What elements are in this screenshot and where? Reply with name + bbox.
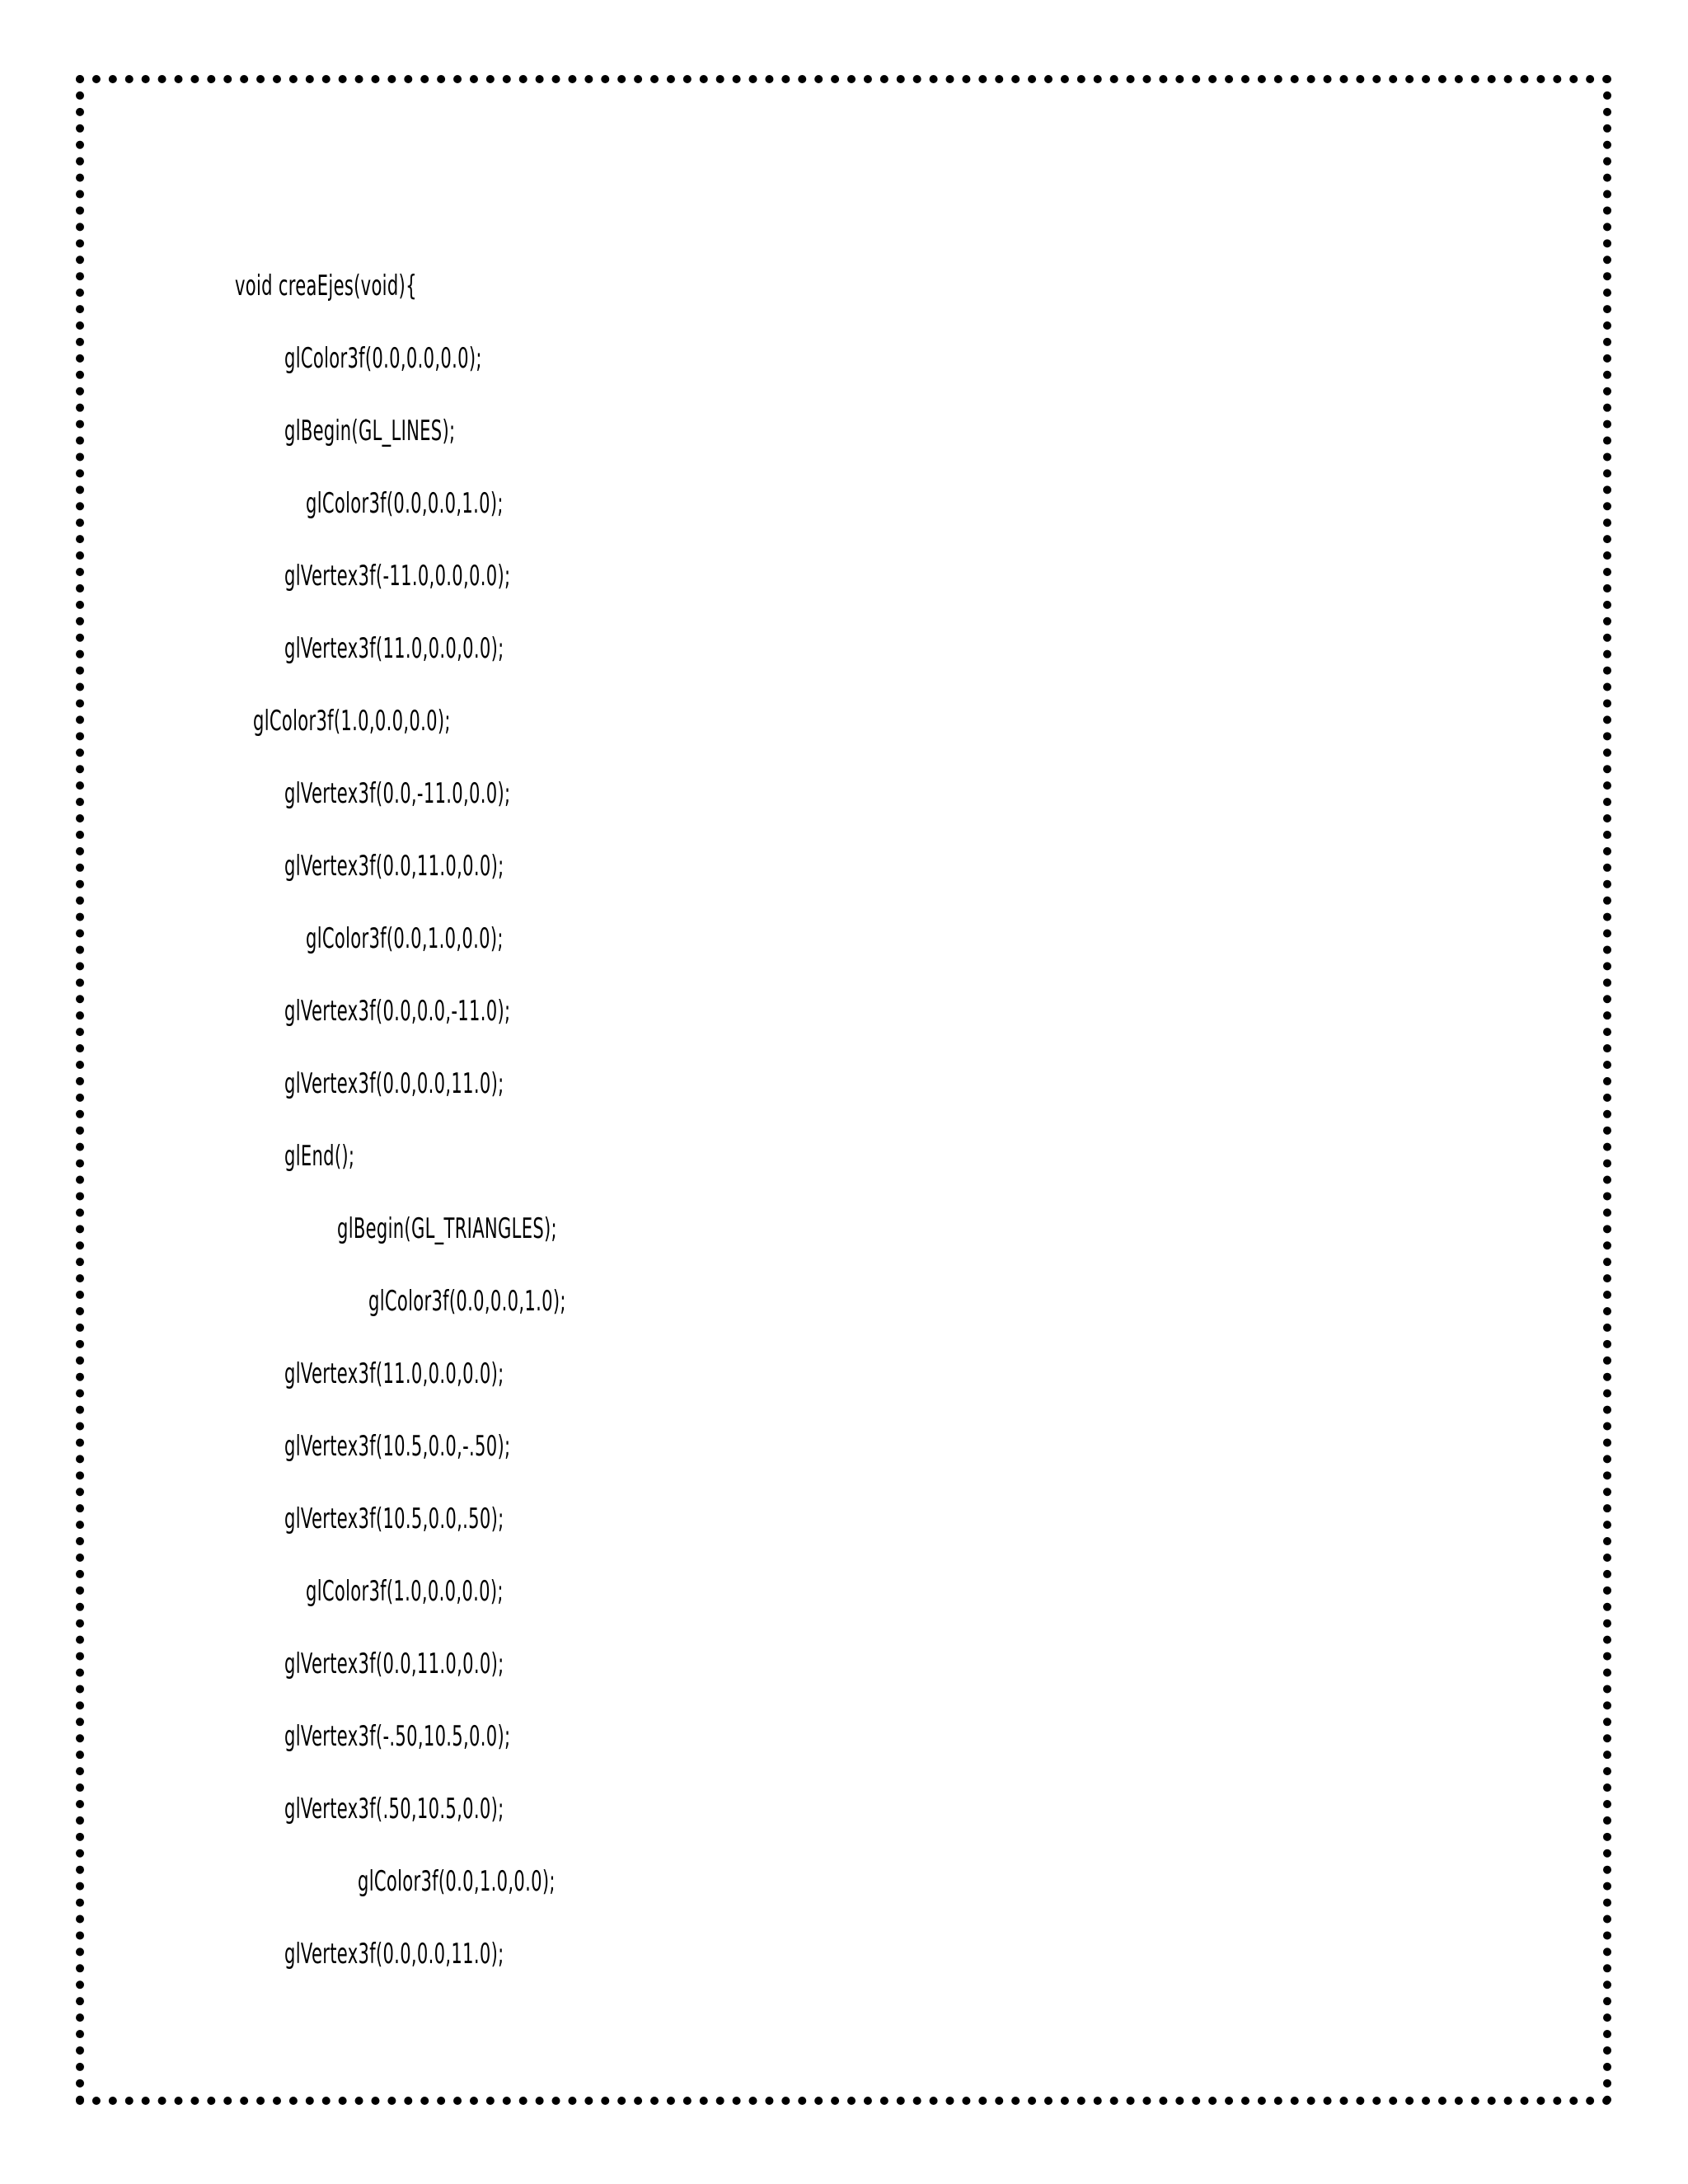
code-line: glVertex3f(0.0,-11.0,0.0); xyxy=(284,777,511,810)
code-line: glVertex3f(10.5,0.0,.50); xyxy=(284,1502,504,1535)
code-line: glBegin(GL_LINES); xyxy=(284,415,456,448)
code-line: glColor3f(0.0,1.0,0.0); xyxy=(358,1865,556,1898)
code-line: glVertex3f(-.50,10.5,0.0); xyxy=(284,1720,511,1753)
code-line: glColor3f(1.0,0.0,0.0); xyxy=(306,1575,504,1608)
code-line: glColor3f(0.0,0.0,1.0); xyxy=(306,487,504,520)
code-line: glBegin(GL_TRIANGLES); xyxy=(337,1212,557,1245)
code-line: glVertex3f(10.5,0.0,-.50); xyxy=(284,1430,511,1463)
code-line: glVertex3f(0.0,11.0,0.0); xyxy=(284,850,504,883)
code-line: glColor3f(0.0,0.0,0.0); xyxy=(284,342,482,375)
code-line: glVertex3f(11.0,0.0,0.0); xyxy=(284,632,504,665)
code-line: glVertex3f(0.0,0.0,11.0); xyxy=(284,1938,504,1971)
code-line: glVertex3f(0.0,0.0,-11.0); xyxy=(284,995,511,1028)
code-line: void creaEjes(void){ xyxy=(235,269,417,302)
code-line: glColor3f(0.0,0.0,1.0); xyxy=(368,1285,566,1318)
code-line: glColor3f(1.0,0.0,0.0); xyxy=(253,705,451,738)
code-line: glVertex3f(.50,10.5,0.0); xyxy=(284,1793,504,1825)
code-line: glVertex3f(-11.0,0.0,0.0); xyxy=(284,560,511,593)
code-line: glVertex3f(0.0,11.0,0.0); xyxy=(284,1647,504,1680)
code-line: glVertex3f(11.0,0.0,0.0); xyxy=(284,1357,504,1390)
code-line: glEnd(); xyxy=(284,1140,355,1173)
code-line: glVertex3f(0.0,0.0,11.0); xyxy=(284,1067,504,1100)
code-line: glColor3f(0.0,1.0,0.0); xyxy=(306,922,504,955)
